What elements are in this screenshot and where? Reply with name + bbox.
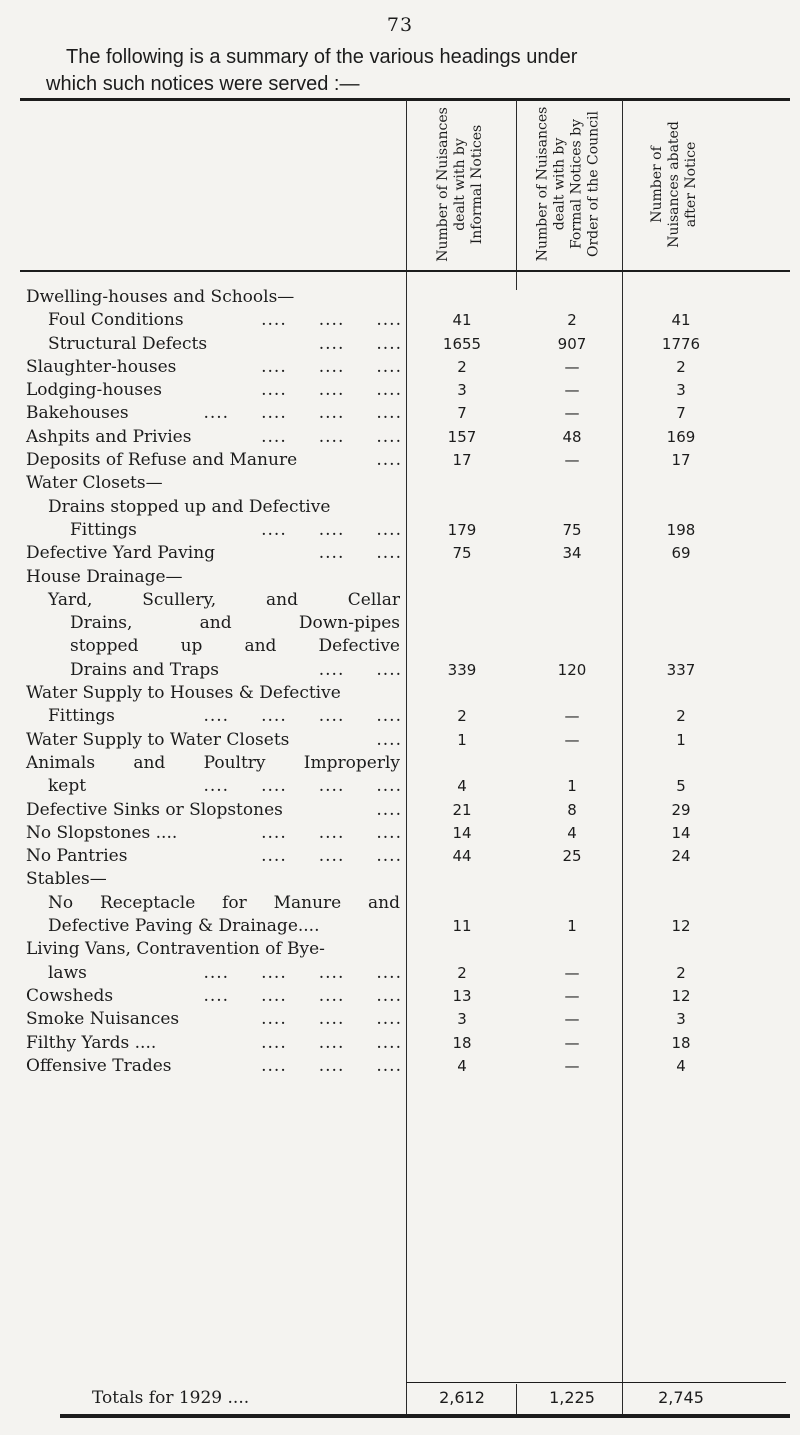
column-header-formal	[518, 104, 618, 264]
value-formal	[518, 496, 626, 519]
value-informal: 14	[452, 823, 472, 842]
table-row	[26, 892, 736, 915]
row-label-cell	[26, 612, 406, 635]
leader-dots	[183, 566, 406, 589]
row-label-cell	[26, 962, 406, 985]
row-label-cell	[26, 985, 406, 1008]
value-abated	[626, 589, 736, 612]
value-formal: —	[564, 357, 580, 376]
row-label-cell	[26, 1008, 406, 1031]
value-informal	[406, 589, 518, 612]
value-abated: 12	[671, 917, 691, 936]
value-formal: 907	[557, 334, 587, 353]
column-header-line: Number of Nuisances	[534, 106, 551, 262]
leader-dots: .... .... .... ....	[203, 962, 402, 983]
table-row	[26, 962, 736, 985]
table-row	[26, 519, 736, 542]
value-informal: 75	[452, 544, 472, 563]
total-formal: 1,225	[549, 1388, 595, 1407]
row-label: Water Closets—	[26, 473, 163, 494]
leader-dots	[320, 915, 407, 938]
bottom-rule	[60, 1414, 790, 1418]
row-label-cell	[26, 589, 406, 612]
row-label: laws	[48, 962, 87, 983]
value-abated: 69	[671, 544, 691, 563]
value-formal: —	[564, 1056, 580, 1075]
leader-dots	[325, 938, 406, 961]
value-abated: 24	[671, 847, 691, 866]
column-header-informal	[410, 104, 510, 264]
intro-line-1: The following is a summary of the various headings under	[66, 46, 578, 68]
row-label: Dwelling-houses and Schools—	[26, 287, 295, 307]
leader-dots: .... .... .... ....	[203, 403, 402, 424]
value-abated	[626, 682, 736, 705]
table-row	[26, 752, 736, 775]
row-label-cell	[26, 938, 406, 961]
value-informal	[406, 496, 518, 519]
value-informal: 339	[447, 660, 477, 679]
leader-dots: ....	[376, 450, 402, 471]
row-label-cell	[26, 286, 406, 309]
value-formal: —	[564, 963, 580, 982]
value-abated: 1776	[661, 334, 701, 353]
value-abated: 169	[666, 427, 696, 446]
column-header-line: Order of the Council	[585, 111, 602, 257]
leader-dots: .... ....	[318, 543, 402, 564]
leader-dots: .... .... .... ....	[203, 706, 402, 727]
row-label-cell	[26, 752, 406, 775]
value-abated: 1	[676, 730, 686, 749]
top-rule	[20, 98, 790, 101]
row-label: Stables—	[26, 869, 107, 890]
value-informal	[406, 612, 518, 635]
value-informal	[406, 566, 518, 589]
value-abated: 41	[671, 311, 691, 330]
row-label-cell	[26, 356, 406, 379]
column-divider	[406, 100, 407, 270]
value-formal	[518, 472, 626, 495]
value-formal: 1	[567, 917, 577, 936]
row-label-cell	[26, 402, 406, 425]
value-formal	[518, 892, 626, 915]
row-label: Defective Yard Paving	[26, 543, 216, 564]
total-informal: 2,612	[439, 1388, 485, 1407]
value-informal: 41	[452, 311, 472, 330]
column-header-abated	[624, 104, 724, 264]
value-abated: 4	[676, 1056, 686, 1075]
row-label: stopped up and Defective	[70, 636, 400, 657]
column-header-line: Formal Notices by	[568, 118, 585, 250]
leader-dots: .... ....	[318, 333, 402, 354]
page-number: 73	[386, 14, 414, 36]
row-label: kept	[48, 776, 87, 797]
total-abated: 2,745	[658, 1388, 704, 1407]
value-formal: —	[564, 404, 580, 423]
column-divider	[622, 1384, 623, 1414]
column-divider	[516, 1384, 517, 1414]
totals-label	[26, 1388, 406, 1408]
row-label: Offensive Trades	[26, 1055, 172, 1076]
table-row	[26, 729, 736, 752]
value-formal: 8	[567, 800, 577, 819]
table-row	[26, 822, 736, 845]
leader-dots: .... .... ....	[261, 380, 402, 401]
row-label: Animals and Poultry Improperly	[26, 752, 400, 773]
value-formal: 48	[562, 427, 582, 446]
table-row	[26, 775, 736, 798]
row-label: Water Supply to Water Closets	[26, 729, 290, 750]
value-abated	[626, 566, 736, 589]
column-header-line: Number of Nuisances	[434, 106, 451, 262]
value-abated	[626, 496, 736, 519]
value-formal: —	[564, 381, 580, 400]
row-label: House Drainage—	[26, 566, 183, 587]
value-informal: 3	[457, 381, 467, 400]
value-abated	[626, 472, 736, 495]
value-formal	[518, 286, 626, 309]
value-abated	[626, 892, 736, 915]
column-divider	[406, 1384, 407, 1414]
row-label: Lodging-houses	[26, 380, 162, 401]
row-label: Fittings	[70, 519, 137, 540]
row-label-cell	[26, 566, 406, 589]
table-row	[26, 379, 736, 402]
value-formal	[518, 635, 626, 658]
row-label-cell	[26, 845, 406, 868]
value-informal	[406, 286, 518, 309]
row-label: Foul Conditions	[48, 310, 184, 331]
value-formal: —	[564, 1033, 580, 1052]
row-label: Defective Sinks or Slopstones	[26, 799, 283, 820]
table-row	[26, 449, 736, 472]
value-abated	[626, 868, 736, 891]
table-row	[26, 542, 736, 565]
leader-dots: ....	[376, 799, 402, 820]
row-label: Slaughter-houses	[26, 356, 177, 377]
value-formal: —	[564, 451, 580, 470]
table-row	[26, 915, 736, 938]
table-row	[26, 309, 736, 332]
table-row	[26, 333, 736, 356]
row-label: Defective Paving & Drainage....	[48, 916, 320, 937]
row-label: Filthy Yards ....	[26, 1032, 157, 1053]
nuisances-table	[26, 286, 736, 1078]
column-header-line: Nuisances abated	[665, 120, 682, 248]
table-row	[26, 635, 736, 658]
row-label-cell	[26, 309, 406, 332]
row-label-cell	[26, 472, 406, 495]
intro-paragraph	[46, 44, 766, 98]
row-label: No Pantries	[26, 846, 128, 867]
row-label-cell	[26, 1032, 406, 1055]
value-abated: 14	[671, 823, 691, 842]
value-abated: 18	[671, 1033, 691, 1052]
value-informal	[406, 868, 518, 891]
table-row	[26, 799, 736, 822]
column-header-line: Informal Notices	[468, 124, 485, 244]
row-label-cell	[26, 519, 406, 542]
value-formal: 34	[562, 544, 582, 563]
value-informal	[406, 472, 518, 495]
row-label-cell	[26, 868, 406, 891]
row-label: Fittings	[48, 706, 115, 727]
row-label: Cowsheds	[26, 985, 114, 1006]
value-informal: 21	[452, 800, 472, 819]
row-label: Bakehouses	[26, 403, 129, 424]
value-abated: 2	[676, 357, 686, 376]
table-row	[26, 1008, 736, 1031]
value-formal: 4	[567, 823, 577, 842]
table-row	[26, 938, 736, 961]
table-row	[26, 659, 736, 682]
value-abated: 12	[671, 986, 691, 1005]
value-informal: 18	[452, 1033, 472, 1052]
value-informal: 2	[457, 357, 467, 376]
leader-dots: ....	[376, 729, 402, 750]
column-header-line: dealt with by	[451, 137, 468, 231]
row-label: Water Supply to Houses & Defective	[26, 683, 341, 704]
leader-dots: .... .... ....	[261, 356, 402, 377]
table-row	[26, 566, 736, 589]
row-label-cell	[26, 729, 406, 752]
value-abated	[626, 635, 736, 658]
row-label-cell	[26, 682, 406, 705]
table-row	[26, 985, 736, 1008]
row-label: Drains, and Down-pipes	[70, 613, 400, 634]
value-formal	[518, 868, 626, 891]
column-header-text	[534, 107, 602, 262]
row-label-cell	[26, 822, 406, 845]
value-informal: 3	[457, 1010, 467, 1029]
table-row	[26, 705, 736, 728]
leader-dots: .... .... ....	[261, 426, 402, 447]
row-label-cell	[26, 705, 406, 728]
row-label-cell	[26, 542, 406, 565]
row-label-cell	[26, 426, 406, 449]
row-label: Living Vans, Contravention of Bye-	[26, 939, 325, 960]
row-label-cell	[26, 635, 406, 658]
value-formal: —	[564, 730, 580, 749]
table-row	[26, 496, 736, 519]
table-row	[26, 845, 736, 868]
column-header-text	[435, 107, 486, 262]
leader-dots	[107, 868, 406, 891]
value-informal	[406, 892, 518, 915]
row-label-cell	[26, 799, 406, 822]
value-formal	[518, 612, 626, 635]
leader-dots: .... .... .... ....	[203, 985, 402, 1006]
row-label-cell	[26, 333, 406, 356]
leader-dots: .... ....	[318, 659, 402, 680]
value-informal: 4	[457, 777, 467, 796]
value-informal: 179	[447, 520, 477, 539]
table-row	[26, 426, 736, 449]
value-formal	[518, 938, 626, 961]
value-informal	[406, 682, 518, 705]
leader-dots	[294, 286, 406, 309]
table-row	[26, 1055, 736, 1078]
leader-dots	[163, 472, 406, 495]
row-label-cell	[26, 659, 406, 682]
row-label-cell	[26, 775, 406, 798]
value-informal: 1655	[442, 334, 482, 353]
value-formal: 2	[567, 311, 577, 330]
leader-dots: .... .... ....	[261, 310, 402, 331]
value-abated	[626, 938, 736, 961]
value-formal: —	[564, 986, 580, 1005]
row-label: Ashpits and Privies	[26, 426, 192, 447]
table-row	[26, 1032, 736, 1055]
row-label: Yard, Scullery, and Cellar	[48, 589, 400, 610]
value-formal	[518, 566, 626, 589]
table-row	[26, 589, 736, 612]
intro-line-2: which such notices were served :—	[46, 73, 360, 95]
value-abated	[626, 286, 736, 309]
column-header-line: after Notice	[682, 141, 699, 227]
row-label-cell	[26, 892, 406, 915]
value-formal: 75	[562, 520, 582, 539]
value-abated: 5	[676, 777, 686, 796]
value-informal: 2	[457, 963, 467, 982]
value-abated: 198	[666, 520, 696, 539]
value-abated: 3	[676, 381, 686, 400]
table-row	[26, 682, 736, 705]
row-label: No Receptacle for Manure and	[48, 892, 400, 913]
leader-dots: .... .... ....	[261, 1055, 402, 1076]
leader-dots: .... .... ....	[261, 519, 402, 540]
value-formal	[518, 589, 626, 612]
value-informal: 157	[447, 427, 477, 446]
value-abated: 2	[676, 963, 686, 982]
column-divider	[622, 100, 623, 270]
value-formal: 1	[567, 777, 577, 796]
leader-dots	[330, 496, 406, 519]
row-label: Structural Defects	[48, 333, 208, 354]
value-informal	[406, 938, 518, 961]
value-formal: 25	[562, 847, 582, 866]
column-divider	[516, 100, 517, 270]
value-informal: 44	[452, 847, 472, 866]
value-formal: —	[564, 707, 580, 726]
value-formal: —	[564, 1010, 580, 1029]
value-informal: 13	[452, 986, 472, 1005]
table-row	[26, 286, 736, 309]
table-row	[26, 472, 736, 495]
header-rule	[20, 270, 790, 272]
row-label: Deposits of Refuse and Manure	[26, 450, 298, 471]
totals-label-text: Totals for 1929 ....	[92, 1388, 250, 1408]
value-abated: 7	[676, 404, 686, 423]
row-label-cell	[26, 379, 406, 402]
table-row	[26, 612, 736, 635]
column-header-line: Number of	[648, 145, 665, 223]
table-row	[26, 868, 736, 891]
value-informal	[406, 635, 518, 658]
table-row	[26, 402, 736, 425]
row-label: Drains stopped up and Defective	[48, 496, 331, 517]
value-abated: 29	[671, 800, 691, 819]
value-informal: 2	[457, 707, 467, 726]
leader-dots: .... .... ....	[261, 822, 402, 843]
leader-dots: .... .... .... ....	[203, 776, 402, 797]
value-formal	[518, 752, 626, 775]
value-abated	[626, 752, 736, 775]
row-label-cell	[26, 496, 406, 519]
value-informal: 1	[457, 730, 467, 749]
leader-dots: .... .... ....	[261, 1009, 402, 1030]
value-informal: 11	[452, 917, 472, 936]
value-abated	[626, 612, 736, 635]
row-label-cell	[26, 915, 406, 938]
table-row	[26, 356, 736, 379]
value-formal: 120	[557, 660, 587, 679]
value-informal: 17	[452, 451, 472, 470]
row-label: Drains and Traps	[70, 659, 219, 680]
value-formal	[518, 682, 626, 705]
column-header-text	[649, 121, 700, 248]
value-abated: 3	[676, 1010, 686, 1029]
row-label: Smoke Nuisances	[26, 1009, 180, 1030]
row-label: No Slopstones ....	[26, 822, 178, 843]
value-informal	[406, 752, 518, 775]
totals-rule	[406, 1382, 786, 1383]
row-label-cell	[26, 1055, 406, 1078]
value-informal: 4	[457, 1056, 467, 1075]
column-header-line: dealt with by	[551, 137, 568, 231]
leader-dots: .... .... ....	[261, 1032, 402, 1053]
value-abated: 2	[676, 707, 686, 726]
row-label-cell	[26, 449, 406, 472]
value-informal: 7	[457, 404, 467, 423]
value-abated: 17	[671, 451, 691, 470]
value-abated: 337	[666, 660, 696, 679]
leader-dots: .... .... ....	[261, 846, 402, 867]
leader-dots	[341, 682, 406, 705]
